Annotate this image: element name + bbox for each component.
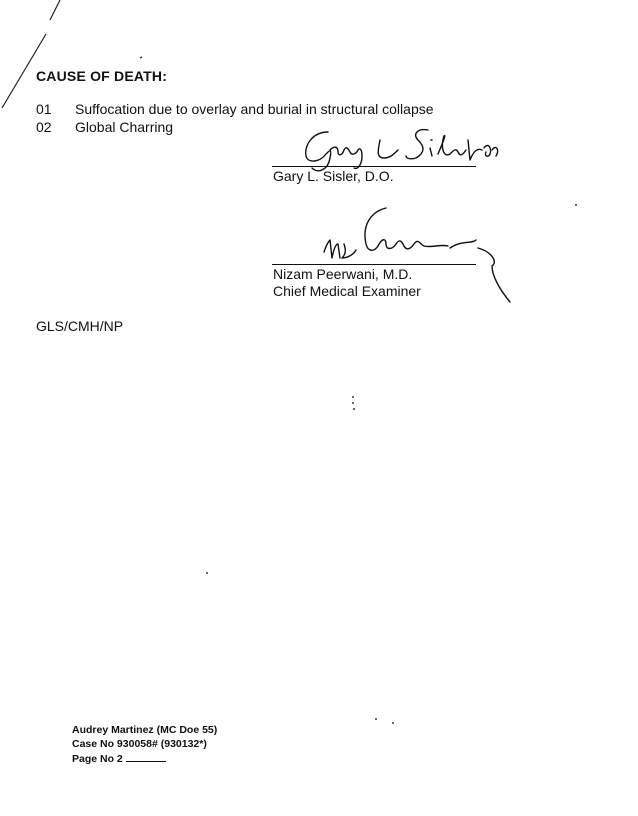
cause-item-text: Suffocation due to overlay and burial in structural collapse — [75, 101, 434, 117]
footer-page-number — [72, 752, 166, 765]
typist-initials: GLS/CMH/NP — [36, 318, 124, 334]
signature-line — [272, 264, 476, 265]
footer-decedent: Audrey Martinez (MC Doe 55) — [72, 724, 218, 736]
cause-item-number: 01 — [36, 101, 52, 117]
scan-speck — [353, 408, 355, 410]
scan-speck — [352, 402, 354, 404]
signatory-title: Chief Medical Examiner — [273, 283, 421, 299]
signatory-name: Gary L. Sisler, D.O. — [273, 168, 394, 184]
signatory-name: Nizam Peerwani, M.D. — [273, 266, 413, 282]
scan-speck — [575, 204, 577, 206]
scan-speck — [352, 396, 354, 398]
cause-item-text: Global Charring — [75, 119, 174, 135]
scan-speck — [206, 572, 208, 574]
scan-speck — [375, 718, 377, 720]
cause-of-death-heading: CAUSE OF DEATH: — [36, 68, 168, 84]
page-blank-line — [126, 752, 166, 762]
cause-item-number: 02 — [36, 119, 52, 135]
footer-page-label: Page No 2 — [72, 753, 123, 765]
scan-speck — [392, 722, 394, 724]
footer-case-number: Case No 930058# (930132*) — [72, 738, 207, 750]
